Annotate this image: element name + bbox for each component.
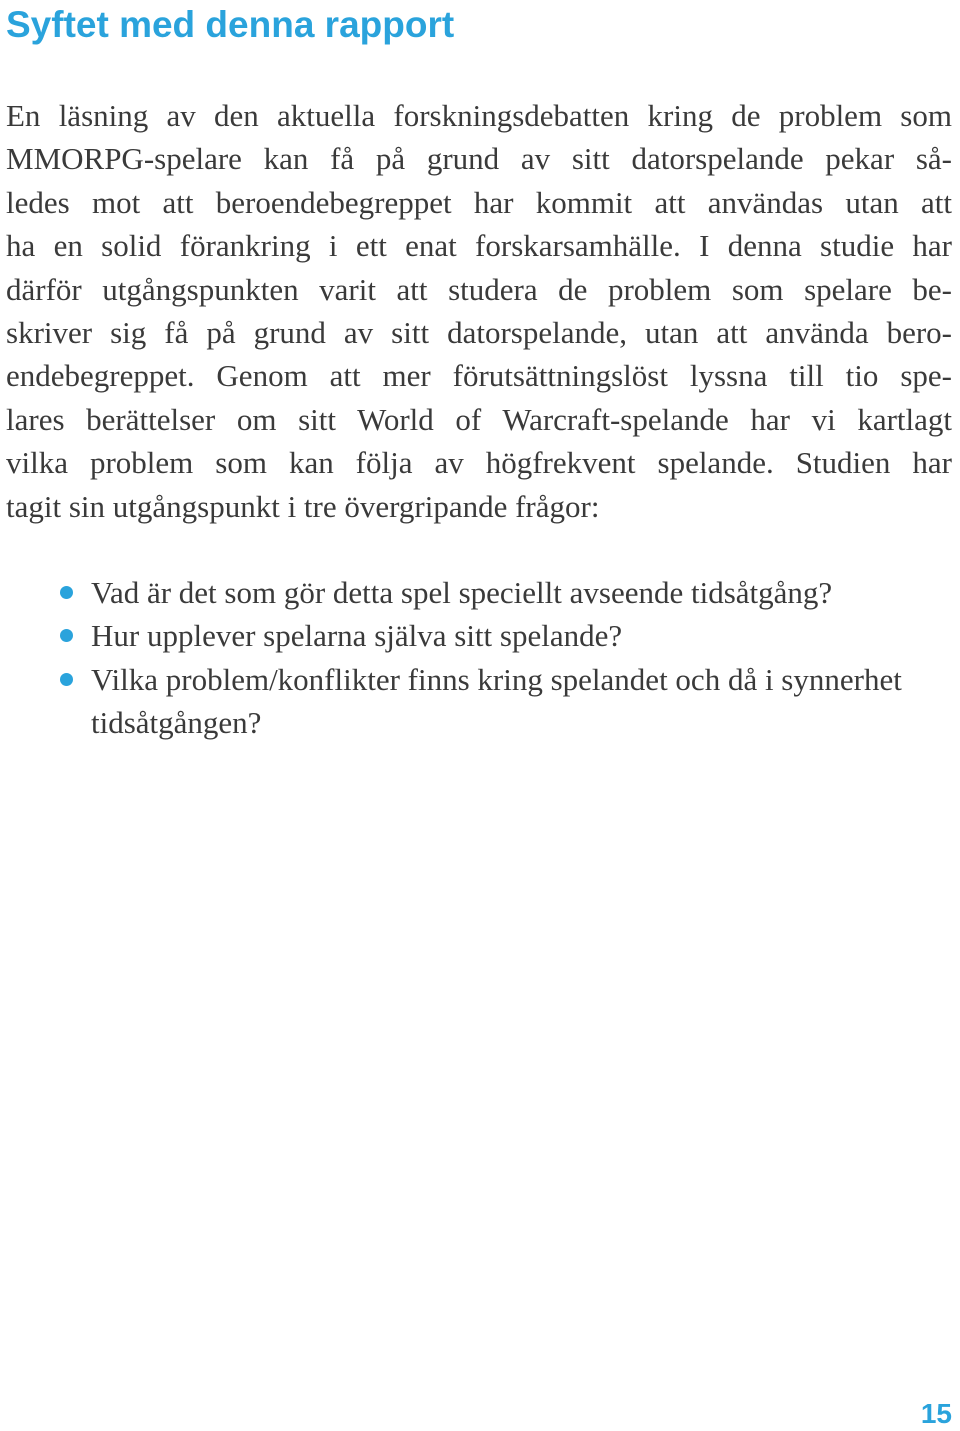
paragraph-line: vilka problem som kan följa av högfrekvent spelande. Studien har [6, 445, 952, 481]
list-item [58, 658, 938, 745]
list-item [58, 571, 938, 614]
paragraph-line: ledes mot att beroendebegreppet har kommit att användas utan att [6, 184, 952, 220]
list-item-text: Hur upplever spelarna själva sitt spelande? [91, 618, 623, 654]
body-paragraph [6, 94, 952, 528]
list-item-text: Vad är det som gör detta spel speciellt avseende tidsåtgång? [91, 575, 833, 610]
page-number: 15 [920, 1398, 952, 1429]
bullet-icon [60, 629, 73, 642]
bullet-icon [60, 673, 73, 686]
paragraph-line: tagit sin utgångspunkt i tre övergripande frågor: [6, 488, 600, 524]
bullet-icon [60, 586, 73, 599]
section-heading: Syftet med denna rapport [6, 4, 455, 45]
paragraph-line: lares berättelser om sitt World of Warcraft-spelande har vi kartlagt [6, 401, 952, 437]
paragraph-line: skriver sig få på grund av sitt datorspelande, utan att använda bero- [6, 314, 952, 350]
question-list [58, 571, 938, 745]
list-item [58, 614, 938, 657]
paragraph-line: ha en solid förankring i ett enat forskarsamhälle. I denna studie har [6, 228, 952, 264]
paragraph-line: därför utgångspunkten varit att studera de problem som spelare be- [6, 271, 952, 307]
paragraph-line: En läsning av den aktuella forskningsdebatten kring de problem som [6, 98, 952, 133]
paragraph-line: endebegreppet. Genom att mer förutsättningslöst lyssna till tio spe- [6, 358, 952, 394]
paragraph-line: MMORPG-spelare kan få på grund av sitt datorspelande pekar så- [6, 141, 952, 177]
list-item-text: Vilka problem/konflikter finns kring spelandet och då i synnerhet tidsåtgången? [91, 661, 902, 741]
